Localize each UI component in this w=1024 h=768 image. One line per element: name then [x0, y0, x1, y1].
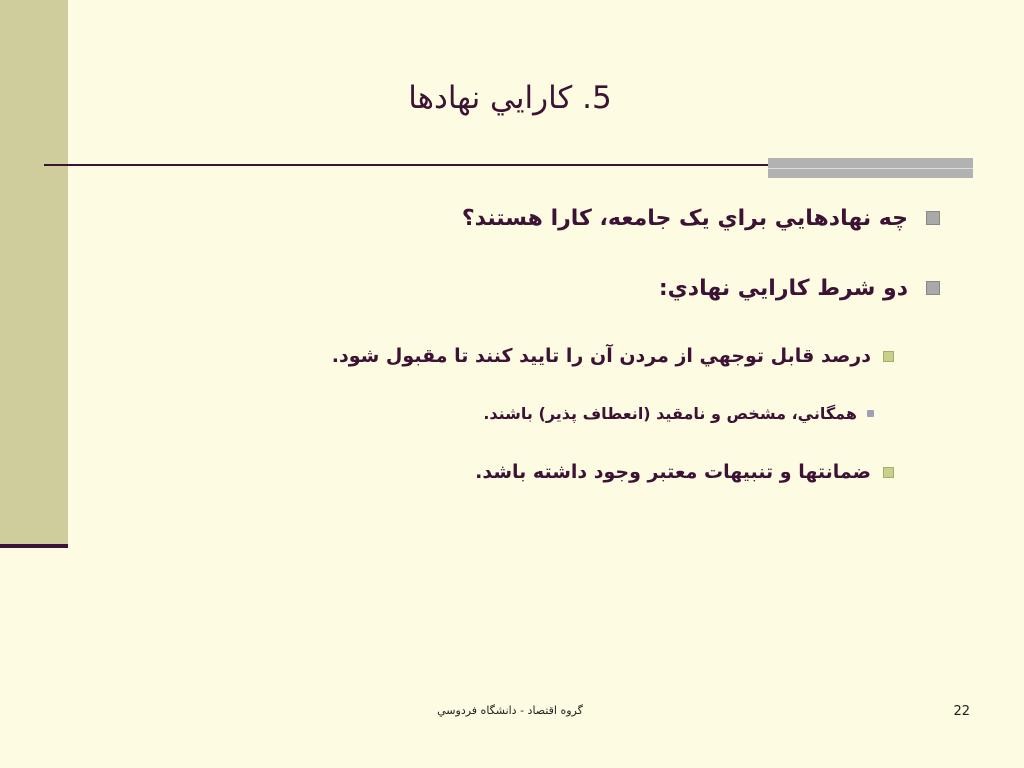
left-decorative-band	[0, 0, 68, 548]
bullet-text: درصد قابل توجهي از مردن آن را تاييد كنند تا مقبول شود.	[331, 345, 871, 367]
page-number: 22	[953, 704, 970, 719]
left-decorative-rule	[0, 544, 68, 548]
square-bullet-icon	[883, 351, 894, 362]
title-accent-highlight	[768, 168, 973, 169]
square-bullet-icon	[926, 281, 940, 295]
bullet-item	[659, 270, 940, 306]
sub-bullet-item	[332, 340, 894, 372]
small-bullet-icon	[867, 410, 874, 417]
bullet-text: همگاني، مشخص و نامقيد (انعطاف پذير) باشند.	[483, 403, 857, 423]
bullet-item	[462, 200, 940, 236]
bullet-text: چه نهادهايي براي يک جامعه، كارا هستند؟	[461, 205, 908, 231]
sub-bullet-item	[475, 456, 894, 488]
slide-title: 5. كارايي نهادها	[408, 80, 612, 116]
square-bullet-icon	[883, 467, 894, 478]
footer-text: گروه اقتصاد - دانشگاه فردوسي	[437, 704, 583, 717]
sub-sub-bullet-item	[483, 398, 874, 428]
bullet-text: ضمانتها و تنبيهات معتبر وجود داشته باشد.	[475, 461, 871, 483]
square-bullet-icon	[926, 211, 940, 225]
bullet-text: دو شرط كارايي نهادي:	[658, 275, 908, 301]
